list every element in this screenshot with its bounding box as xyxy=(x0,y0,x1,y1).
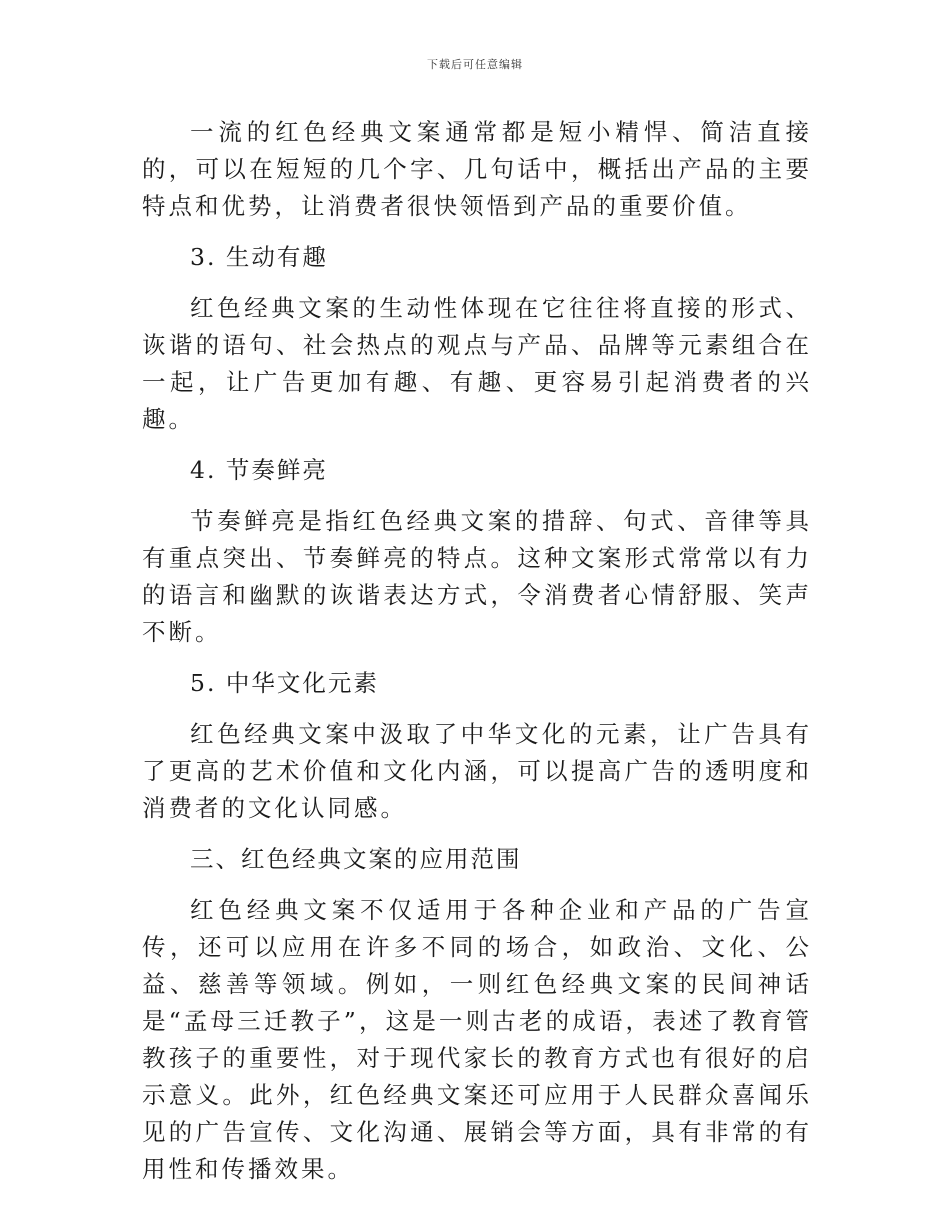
paragraph-application-scope: 红色经典文案不仅适用于各种企业和产品的广告宣传，还可以应用在许多不同的场合，如政治、文化、公益、慈善等领域。例如，一则红色经典文案的民间神话是“孟母三迁教子”，这是一则古老的成语，表述了教育管教孩子的重要性，对于现代家长的教育方式也有很好的启示意义。此外，红色经典文案还可应用于人民群众喜闻乐见的广告宣传、文化沟通、展销会等方面，具有非常的有用性和传播效果。 xyxy=(142,896,812,1183)
paragraph-lively: 红色经典文案的生动性体现在它往往将直接的形式、诙谐的语句、社会热点的观点与产品、品牌等元素组合在一起，让广告更加有趣、有趣、更容易引起消费者的兴趣。 xyxy=(142,294,812,433)
paragraph-culture: 红色经典文案中汲取了中华文化的元素，让广告具有了更高的艺术价值和文化内涵，可以提高广告的透明度和消费者的文化认同感。 xyxy=(142,720,812,822)
header-note: 下载后可任意编辑 xyxy=(427,58,523,71)
heading-lively: 3. 生动有趣 xyxy=(190,243,328,271)
heading-application-scope: 三、红色经典文案的应用范围 xyxy=(190,845,522,873)
paragraph-summary: 一流的红色经典文案通常都是短小精悍、简洁直接的，可以在短短的几个字、几句话中，概括出产品的主要特点和优势，让消费者很快领悟到产品的重要价值。 xyxy=(142,118,812,220)
heading-culture: 5. 中华文化元素 xyxy=(190,669,379,697)
heading-rhythm: 4. 节奏鲜亮 xyxy=(190,456,328,484)
document-body xyxy=(142,114,812,1202)
paragraph-rhythm: 节奏鲜亮是指红色经典文案的措辞、句式、音律等具有重点突出、节奏鲜亮的特点。这种文案形式常常以有力的语言和幽默的诙谐表达方式，令消费者心情舒服、笑声不断。 xyxy=(142,507,812,646)
